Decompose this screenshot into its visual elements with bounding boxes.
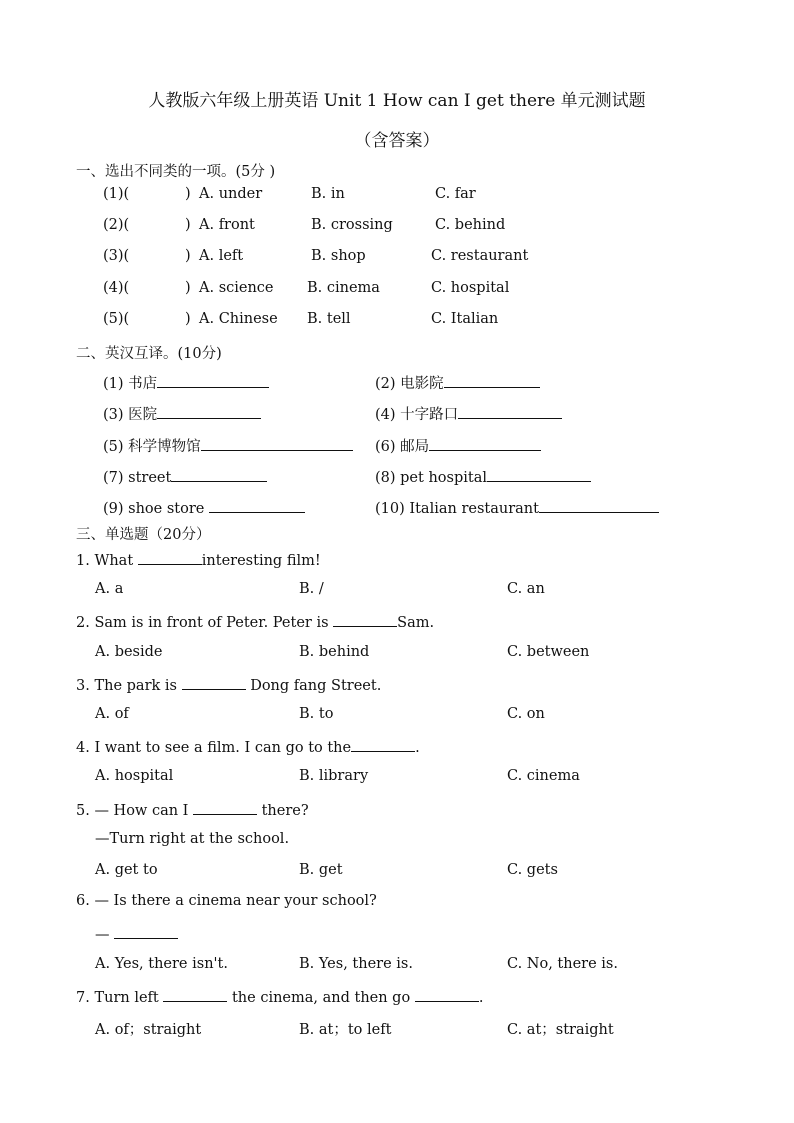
answer-blank[interactable] <box>157 404 261 419</box>
option-c: C. on <box>507 706 545 722</box>
answer-blank[interactable] <box>429 436 541 451</box>
answer-blank[interactable] <box>539 498 659 513</box>
page-title: 人教版六年级上册英语 Unit 1 How can I get there 单元测试题 <box>148 91 646 111</box>
answer-blank[interactable] <box>193 800 257 815</box>
question-stem: 1. What interesting film! <box>76 550 321 569</box>
option-c: C. an <box>507 581 545 597</box>
option-a: A. get to <box>95 862 158 878</box>
question-stem: 2. Sam is in front of Peter. Peter is Sam. <box>76 612 434 631</box>
question-stem: 3. The park is Dong fang Street. <box>76 675 381 694</box>
answer-blank[interactable] <box>209 498 305 513</box>
answer-blank[interactable] <box>114 924 178 939</box>
answer-blank[interactable] <box>171 467 267 482</box>
translation-item: (1) 书店 <box>103 372 269 393</box>
option-c: C. gets <box>507 862 558 878</box>
translation-item: (10) Italian restaurant <box>375 498 659 517</box>
option-c: C. at；straight <box>507 1022 614 1038</box>
option-a: A. of；straight <box>95 1022 202 1038</box>
option-b: B. / <box>299 581 324 597</box>
option-c: C. No, there is. <box>507 956 618 972</box>
translation-item: (4) 十字路口 <box>375 403 562 424</box>
page-subtitle: （含答案） <box>354 131 440 151</box>
option-a: A. of <box>95 706 129 722</box>
answer-blank[interactable] <box>201 436 353 451</box>
dialogue-reply: —Turn right at the school. <box>95 831 290 847</box>
answer-blank[interactable] <box>157 373 269 388</box>
translation-item: (6) 邮局 <box>375 435 541 456</box>
question-stem: 7. Turn left the cinema, and then go . <box>76 987 483 1006</box>
option-b: B. to <box>299 706 334 722</box>
option-a: A. hospital <box>95 768 174 784</box>
question-stem: 6. — Is there a cinema near your school? <box>76 893 377 909</box>
translation-item: (7) street <box>103 467 267 486</box>
answer-blank[interactable] <box>415 987 479 1002</box>
answer-blank[interactable] <box>138 550 202 565</box>
answer-blank[interactable] <box>163 987 227 1002</box>
translation-item: (5) 科学博物馆 <box>103 435 353 456</box>
translation-item: (2) 电影院 <box>375 372 540 393</box>
translation-item: (3) 医院 <box>103 403 261 424</box>
question-stem: 5. — How can I there? <box>76 800 309 819</box>
dialogue-reply: — <box>95 924 178 943</box>
section1-heading: 一、选出不同类的一项。(5分 ) <box>76 164 276 180</box>
translation-item: (8) pet hospital <box>375 467 591 486</box>
option-c: C. cinema <box>507 768 580 784</box>
answer-blank[interactable] <box>444 373 540 388</box>
option-b: B. Yes, there is. <box>299 956 413 972</box>
option-b: B. library <box>299 768 369 784</box>
answer-blank[interactable] <box>182 675 246 690</box>
section3-heading: 三、单选题（20分） <box>76 527 211 543</box>
option-c: C. between <box>507 644 590 660</box>
section2-heading: 二、英汉互译。(10分) <box>76 346 222 362</box>
option-a: A. a <box>95 581 124 597</box>
option-b: B. get <box>299 862 343 878</box>
answer-blank[interactable] <box>333 612 397 627</box>
option-b: B. behind <box>299 644 370 660</box>
worksheet-page: 人教版六年级上册英语 Unit 1 How can I get there 单元测试题 （含答案） 一、选出不同类的一项。(5分 ) (1)( ) A. under B. in C. far (2)( ) A. front B. crossing C. behind (3)( ) A. left B. shop C. restaurant (4)( ) A. science B. cinema C. hospital (5)( ) A. Chinese B. tell C. Italian 二、英汉互译。(10分) (1) 书店 (2) 电影院 (3) 医院 (4) 十字路口 (5) 科学博物馆 (6) 邮局 (7) street (8) pet hospital (9) shoe store (10) Italian restaurant 三、单选题（20分） 1. What interesting film! A. a B. / C. an 2. Sam is in front of Peter. Peter is Sam. A. beside B. behind C. between 3. The park is Dong fang Street. A. of B. to C. on 4. I want to see a film. I can go to the . A. hospital B. library C. cinema 5. — How can I there? —Turn right at the school. A. get to B. get C. gets 6. — Is there a cinema near your school? — A. Yes, there isn't. B. Yes, there is. C. No, there is. 7. Turn left the cinema, and then go . A. of；straight B. at；to left C. at；straight <box>0 0 794 1123</box>
question-stem: 4. I want to see a film. I can go to the . <box>76 737 420 756</box>
answer-blank[interactable] <box>487 467 591 482</box>
option-b: B. at；to left <box>299 1022 392 1038</box>
option-a: A. Yes, there isn't. <box>95 956 228 972</box>
answer-blank[interactable] <box>458 404 562 419</box>
answer-blank[interactable] <box>351 737 415 752</box>
translation-item: (9) shoe store <box>103 498 305 517</box>
option-a: A. beside <box>95 644 163 660</box>
